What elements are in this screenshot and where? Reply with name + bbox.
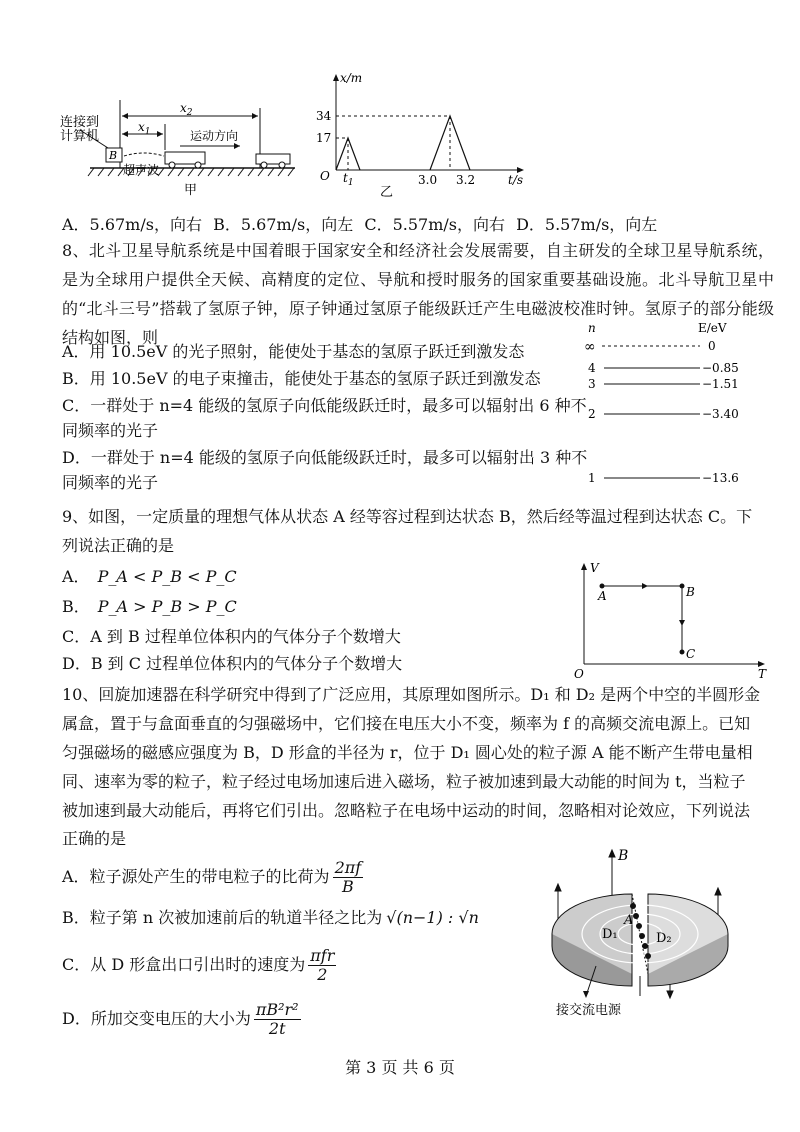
q10-option-c[interactable]: C．从 D 形盒出口引出时的速度为 $\frac{\text{πfr}}{2}$ bbox=[62, 946, 335, 984]
label-x2: $x_2$ bbox=[180, 101, 193, 118]
yi-ylabel: x/m bbox=[340, 71, 363, 85]
level-4-n: 4 bbox=[588, 361, 596, 375]
label-n: n bbox=[588, 321, 596, 335]
vt-origin: O bbox=[574, 667, 584, 680]
q8-option-a[interactable]: A．用 10.5eV 的光子照射，能使处于基态的氢原子跃迁到激发态 bbox=[62, 342, 525, 361]
q8-option-c-line1[interactable]: C．一群处于 n=4 能级的氢原子向低能级跃迁时，最多可以辐射出 6 种不 bbox=[62, 396, 587, 415]
vt-axis-v: V bbox=[590, 561, 599, 575]
caption-jia: 甲 bbox=[184, 183, 198, 198]
level-1-n: 1 bbox=[588, 471, 596, 485]
q10-line2: 属盒，置于与盒面垂直的匀强磁场中，它们接在电压大小不变，频率为 f 的高频交流电源上。已知 bbox=[62, 714, 751, 733]
figure-yi bbox=[310, 70, 530, 200]
q10-line6: 正确的是 bbox=[62, 829, 127, 848]
q9-option-b[interactable]: B． P_A > P_B > P_C bbox=[62, 597, 237, 616]
label-motion-direction: 运动方向 bbox=[190, 129, 239, 143]
level-2-energy: −3.40 bbox=[702, 407, 739, 421]
level-3-n: 3 bbox=[588, 377, 596, 391]
q10-line3: 匀强磁场的磁感应强度为 B，D 形盒的半径为 r，位于 D₁ 圆心处的粒子源 A 能不断产生带电量相 bbox=[62, 743, 753, 762]
cyclotron-caption: 接交流电源 bbox=[556, 1003, 622, 1018]
q10-option-d[interactable]: D．所加交变电压的大小为 $\frac{\text{πB²r²}}{2t}$ bbox=[62, 1000, 299, 1038]
label-x1: $x_1$ bbox=[138, 120, 151, 137]
energy-level-diagram bbox=[580, 318, 780, 488]
q10-line4: 同、速率为零的粒子，粒子经过电场加速后进入磁场，粒子被加速到最大动能的时间为 t，当粒子 bbox=[62, 772, 746, 791]
page-footer: 第 3 页 共 6 页 bbox=[345, 1058, 455, 1077]
level-inf-n: ∞ bbox=[584, 339, 596, 355]
q7-option-b[interactable]: B．5.67m/s，向左 bbox=[213, 215, 354, 234]
q7-option-d[interactable]: D．5.57m/s，向左 bbox=[516, 215, 658, 234]
yi-tick-17: 17 bbox=[316, 131, 332, 145]
figure-jia bbox=[60, 90, 310, 200]
label-device-b: B bbox=[109, 149, 118, 162]
vt-point-c: C bbox=[686, 647, 696, 661]
level-3-energy: −1.51 bbox=[702, 377, 739, 391]
label-ultrasonic: 超声波 bbox=[123, 163, 160, 177]
cyclotron-label-a: A bbox=[624, 913, 634, 928]
level-4-energy: −0.85 bbox=[702, 361, 739, 375]
level-1-energy: −13.6 bbox=[702, 471, 739, 485]
yi-tick-34: 34 bbox=[316, 109, 332, 123]
q8-option-d-line2: 同频率的光子 bbox=[62, 473, 159, 492]
yi-tick-3-0: 3.0 bbox=[418, 173, 438, 187]
cyclotron-figure bbox=[540, 846, 770, 1026]
q9-stem-line1: 9、如图，一定质量的理想气体从状态 A 经等容过程到达状态 B，然后经等温过程到达状态 C。下 bbox=[62, 507, 753, 526]
vt-axis-t: T bbox=[758, 667, 767, 680]
q9-option-c[interactable]: C．A 到 B 过程单位体积内的气体分子个数增大 bbox=[62, 627, 401, 646]
label-connect-1: 连接到 bbox=[60, 115, 100, 130]
caption-yi: 乙 bbox=[380, 185, 394, 200]
q10-line1: 10、回旋加速器在科学研究中得到了广泛应用，其原理如图所示。D₁ 和 D₂ 是两个中空的半圆形金 bbox=[62, 685, 761, 704]
level-inf-energy: 0 bbox=[708, 339, 716, 353]
vt-point-a: A bbox=[598, 589, 607, 603]
q8-stem: 8、北斗卫星导航系统是中国着眼于国家安全和经济社会发展需要，自主研发的全球卫星导航系统，是为全球用户提供全天候、高精度的定位、导航和授时服务的国家重要基础设施。北斗导航卫星中的“北斗三号”搭载了氢原子钟，原子钟通过氢原子能级跃迁产生电磁波校准时钟。氢原子的部分能级结构如图，则 bbox=[62, 241, 774, 347]
yi-tick-3-2: 3.2 bbox=[456, 173, 476, 187]
vt-graph bbox=[572, 560, 772, 680]
q10-option-a[interactable]: A．粒子源处产生的带电粒子的比荷为 $\frac{2\pi f}{B}$ bbox=[62, 858, 362, 896]
level-2-n: 2 bbox=[588, 407, 596, 421]
q8-option-d-line1[interactable]: D．一群处于 n=4 能级的氢原子向低能级跃迁时，最多可以辐射出 3 种不 bbox=[62, 448, 588, 467]
q10-option-b[interactable]: B．粒子第 n 次被加速前后的轨道半径之比为 √(n−1) : √n bbox=[62, 908, 479, 927]
q9-option-d[interactable]: D．B 到 C 过程单位体积内的气体分子个数增大 bbox=[62, 654, 403, 673]
q9-stem-line2: 列说法正确的是 bbox=[62, 536, 175, 555]
q9-option-a[interactable]: A． P_A < P_B < P_C bbox=[62, 567, 237, 586]
q7-options bbox=[62, 214, 782, 236]
cyclotron-label-d2: D₂ bbox=[656, 931, 672, 946]
cyclotron-label-d1: D₁ bbox=[602, 927, 618, 942]
q7-option-c[interactable]: C．5.57m/s，向右 bbox=[364, 215, 505, 234]
cyclotron-label-b: B bbox=[618, 848, 629, 864]
q10-line5: 被加速到最大动能后，再将它们引出。忽略粒子在电场中运动的时间，忽略相对论效应，下列说法 bbox=[62, 801, 751, 820]
q8-option-b[interactable]: B．用 10.5eV 的电子束撞击，能使处于基态的氢原子跃迁到激发态 bbox=[62, 369, 541, 388]
label-connect-2: 计算机 bbox=[60, 129, 100, 144]
q8-option-c-line2: 同频率的光子 bbox=[62, 421, 159, 440]
label-energy-unit: E/eV bbox=[698, 321, 727, 335]
yi-origin: O bbox=[320, 169, 330, 183]
yi-xlabel: t/s bbox=[508, 173, 524, 187]
yi-tick-t1: $t_1$ bbox=[343, 171, 354, 188]
vt-point-b: B bbox=[686, 585, 695, 599]
q7-option-a[interactable]: A．5.67m/s，向右 bbox=[62, 215, 202, 234]
